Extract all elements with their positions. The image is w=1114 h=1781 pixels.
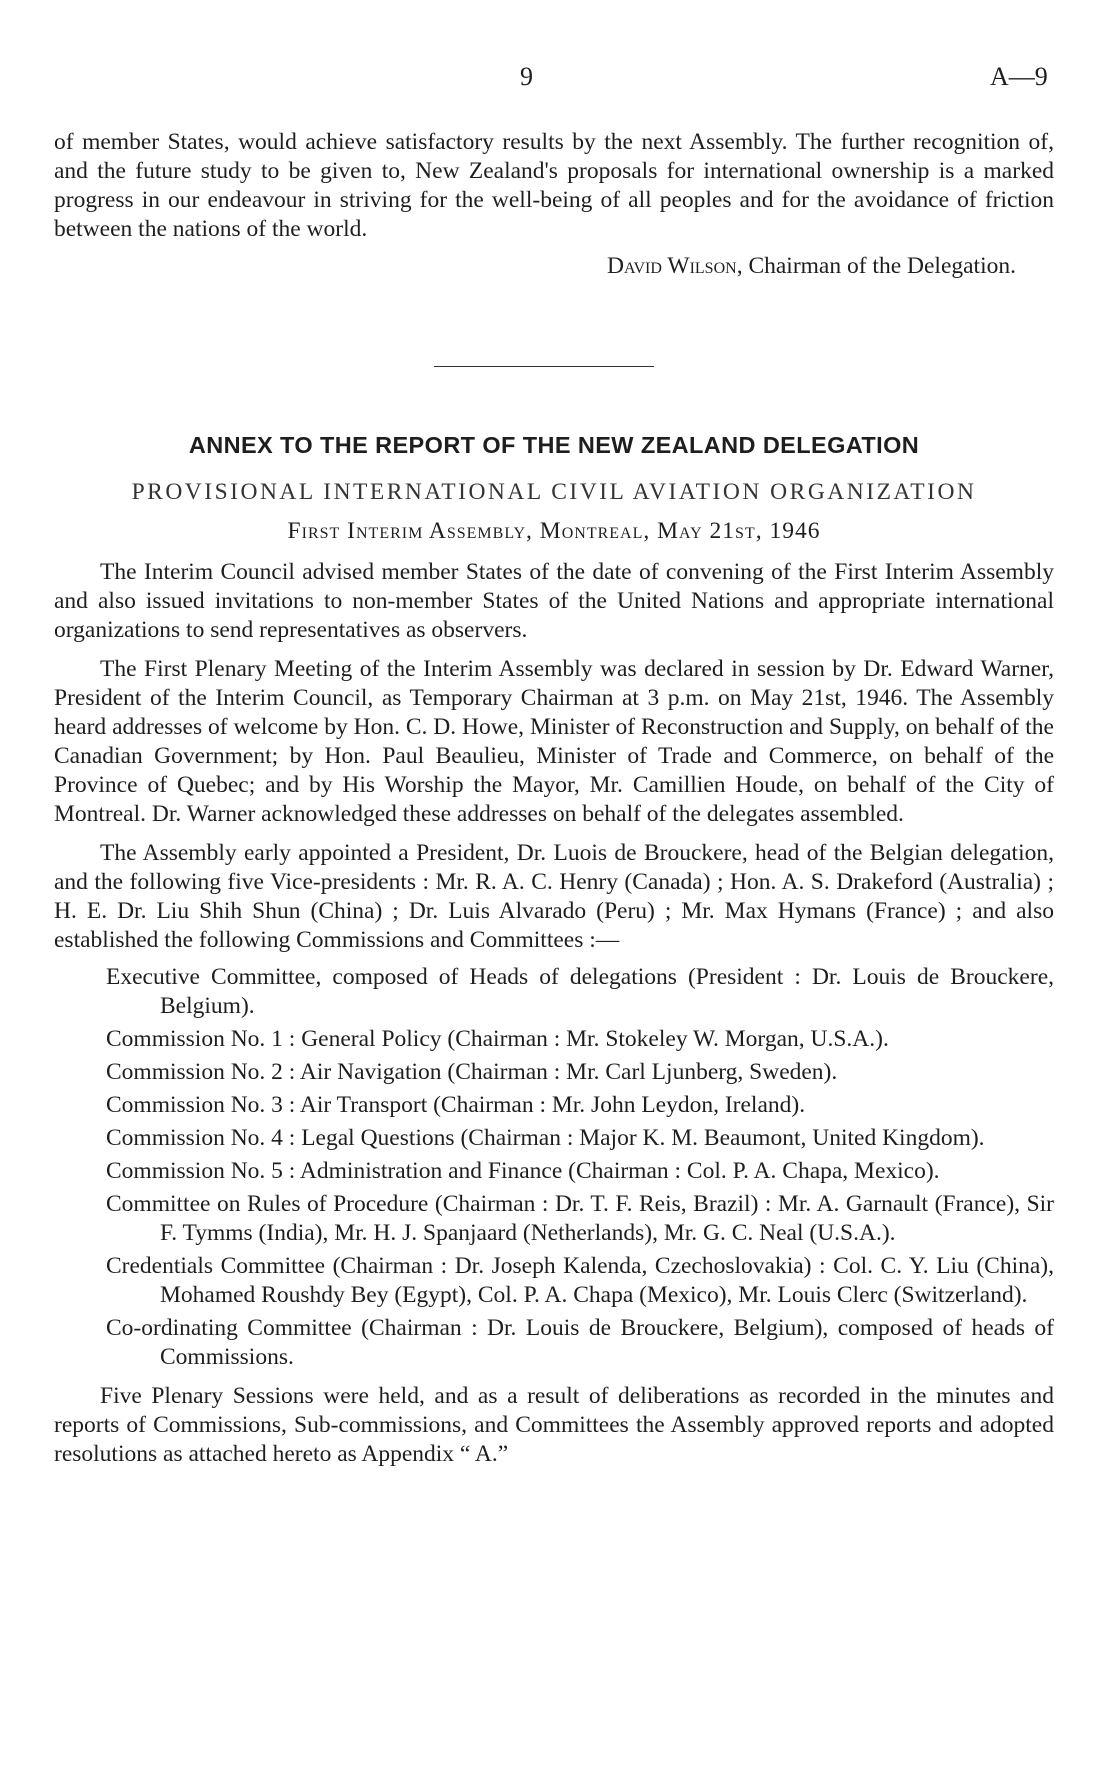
committee-item: Commission No. 4 : Legal Questions (Chairman : Major K. M. Beaumont, United Kingdom).	[106, 1125, 985, 1151]
committee-item: Commission No. 3 : Air Transport (Chairman : Mr. John Leydon, Ireland).	[106, 1092, 806, 1118]
section-divider	[434, 366, 654, 367]
committee-item: Co-ordinating Committee (Chairman : Dr. Louis de Brouckere, Belgium), composed of heads of Commissions.	[106, 1315, 1054, 1370]
committee-list	[54, 963, 1054, 1372]
committee-item: Executive Committee, composed of Heads of delegations (President : Dr. Louis de Brouckere, Belgium).	[106, 964, 1054, 1019]
committee-item: Committee on Rules of Procedure (Chairman : Dr. T. F. Reis, Brazil) : Mr. A. Garnault (France), Sir F. Tymms (India), Mr. H. J. Spanjaard (Netherlands), Mr. G. C. Neal (U.S.A.).	[106, 1191, 1054, 1246]
paragraph-invitations: The Interim Council advised member States of the date of convening of the First Interim Assembly and also issued invitations to non-member States of the United Nations and appropriate international organizations to send representatives as observers.	[54, 559, 1054, 643]
document-reference: A—9	[990, 62, 1048, 91]
organization-title: PROVISIONAL INTERNATIONAL CIVIL AVIATION ORGANIZATION	[131, 479, 977, 505]
paragraph-plenary-sessions: Five Plenary Sessions were held, and as a result of deliberations as recorded in the minutes and reports of Commissions, Sub-commissions, and Committees the Assembly approved reports and adopted resolutions as attached hereto as Appendix “ A.”	[54, 1383, 1054, 1467]
page-number: 9	[520, 62, 533, 91]
committee-item: Commission No. 2 : Air Navigation (Chairman : Mr. Carl Ljunberg, Sweden).	[106, 1059, 838, 1085]
annex-body	[54, 558, 1054, 1469]
intro-paragraph: of member States, would achieve satisfactory results by the next Assembly. The further recognition of, and the future study to be given to, New Zealand's proposals for international ownership is a marked progress in our endeavour in striving for the well-being of all peoples and for the avoidance of friction between the nations of the world.	[54, 129, 1054, 242]
signature-line	[54, 252, 1054, 281]
assembly-subtitle: First Interim Assembly, Montreal, May 21st, 1946	[287, 518, 821, 544]
intro-section	[54, 128, 1054, 281]
committee-item: Commission No. 1 : General Policy (Chairman : Mr. Stokeley W. Morgan, U.S.A.).	[106, 1026, 889, 1052]
committee-item: Credentials Committee (Chairman : Dr. Joseph Kalenda, Czechoslovakia) : Col. C. Y. Liu (China), Mohamed Roushdy Bey (Egypt), Col. P. A. Chapa (Mexico), Mr. Louis Clerc (Switzerland).	[106, 1253, 1054, 1308]
paragraph-appointments: The Assembly early appointed a President, Dr. Luois de Brouckere, head of the Belgian delegation, and the following five Vice-presidents : Mr. R. A. C. Henry (Canada) ; Hon. A. S. Drakeford (Australia) ; H. E. Dr. Liu Shih Shun (China) ; Dr. Luis Alvarado (Peru) ; Mr. Max Hymans (France) ; and also established the following Commissions and Committees :—	[54, 840, 1054, 953]
signature-role: , Chairman of the Delegation.	[736, 253, 1016, 279]
annex-title: ANNEX TO THE REPORT OF THE NEW ZEALAND DELEGATION	[188, 432, 920, 458]
committee-item: Commission No. 5 : Administration and Finance (Chairman : Col. P. A. Chapa, Mexico).	[106, 1158, 940, 1184]
paragraph-first-plenary: The First Plenary Meeting of the Interim Assembly was declared in session by Dr. Edward Warner, President of the Interim Council, as Temporary Chairman at 3 p.m. on May 21st, 1946. The Assembly heard addresses of welcome by Hon. C. D. Howe, Minister of Reconstruction and Supply, on behalf of the Canadian Government; by Hon. Paul Beaulieu, Minister of Trade and Commerce, on behalf of the Province of Quebec; and by His Worship the Mayor, Mr. Camillien Houde, on behalf of the City of Montreal. Dr. Warner acknowledged these addresses on behalf of the delegates assembled.	[54, 656, 1054, 827]
signature-name: David Wilson	[607, 253, 737, 279]
